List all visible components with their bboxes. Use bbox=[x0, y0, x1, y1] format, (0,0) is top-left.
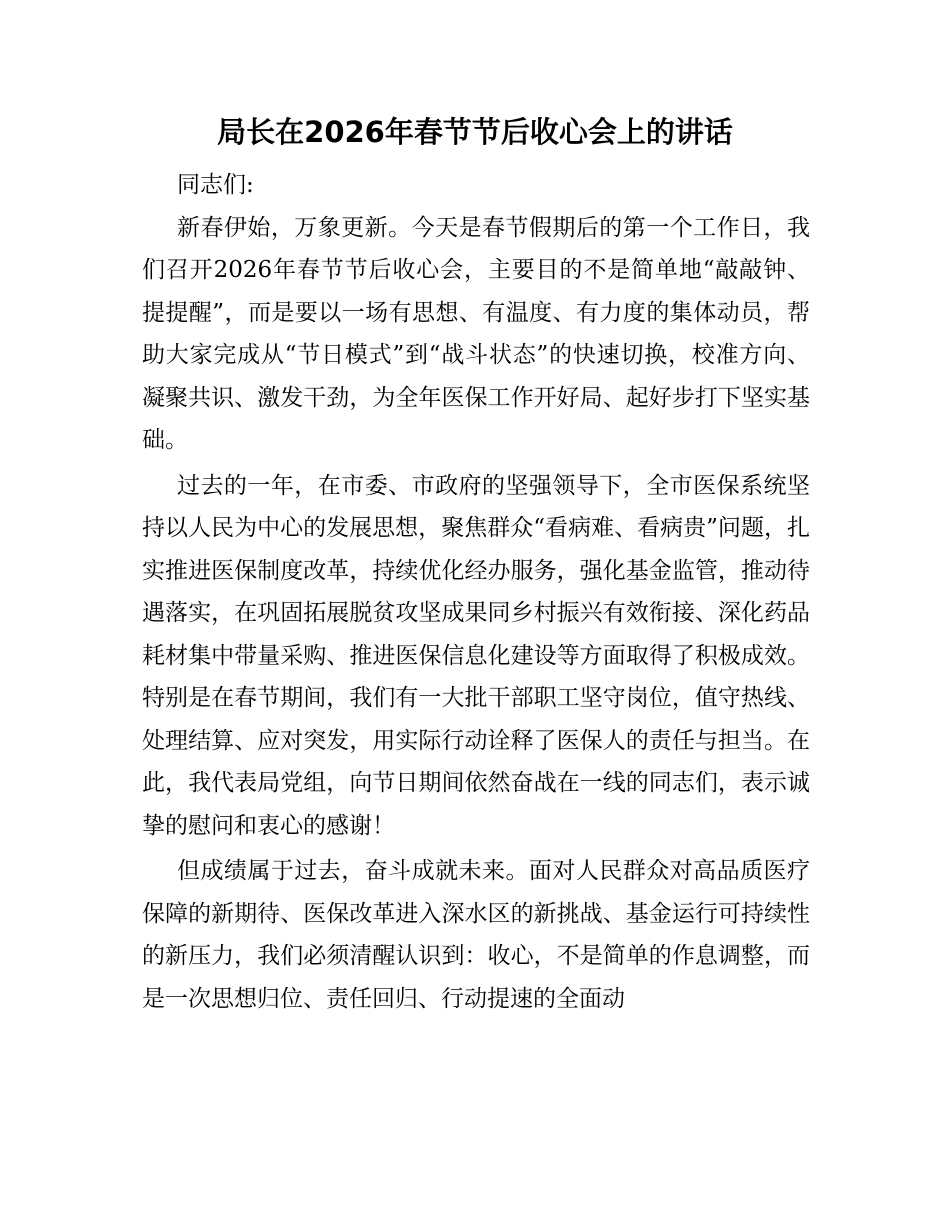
document-body bbox=[142, 164, 810, 1020]
salutation: 同志们: bbox=[177, 172, 254, 198]
paragraph-challenges: 但成绩属于过去，奋斗成就未来。面对人民群众对高品质医疗保障的新期待、医保改革进入深水区的新挑战、基金运行可持续性的新压力，我们必须清醒认识到：收心，不是简单的作息调整，而是一次思想归位、责任回归、行动提速的全面动 bbox=[142, 858, 810, 1012]
paragraph-opening: 新春伊始，万象更新。今天是春节假期后的第一个工作日，我们召开2026年春节节后收心会，主要目的不是简单地“敲敲钟、提提醒”，而是要以一场有思想、有温度、有力度的集体动员，帮助大家完成从“节日模式”到“战斗状态”的快速切换，校准方向、凝聚共识、激发干劲，为全年医保工作开好局、起好步打下坚实基础。 bbox=[142, 214, 810, 453]
paragraph-review: 过去的一年，在市委、市政府的坚强领导下，全市医保系统坚持以人民为中心的发展思想，聚焦群众“看病难、看病贵”问题，扎实推进医保制度改革，持续优化经办服务，强化基金监管，推动待遇落实，在巩固拓展脱贫攻坚成果同乡村振兴有效衔接、深化药品耗材集中带量采购、推进医保信息化建设等方面取得了积极成效。特别是在春节期间，我们有一大批干部职工坚守岗位，值守热线、处理结算、应对突发，用实际行动诠释了医保人的责任与担当。在此，我代表局党组，向节日期间依然奋战在一线的同志们，表示诚挚的慰问和衷心的感谢！ bbox=[142, 472, 810, 839]
document-title: 局长在2026年春节节后收心会上的讲话 bbox=[217, 115, 733, 149]
